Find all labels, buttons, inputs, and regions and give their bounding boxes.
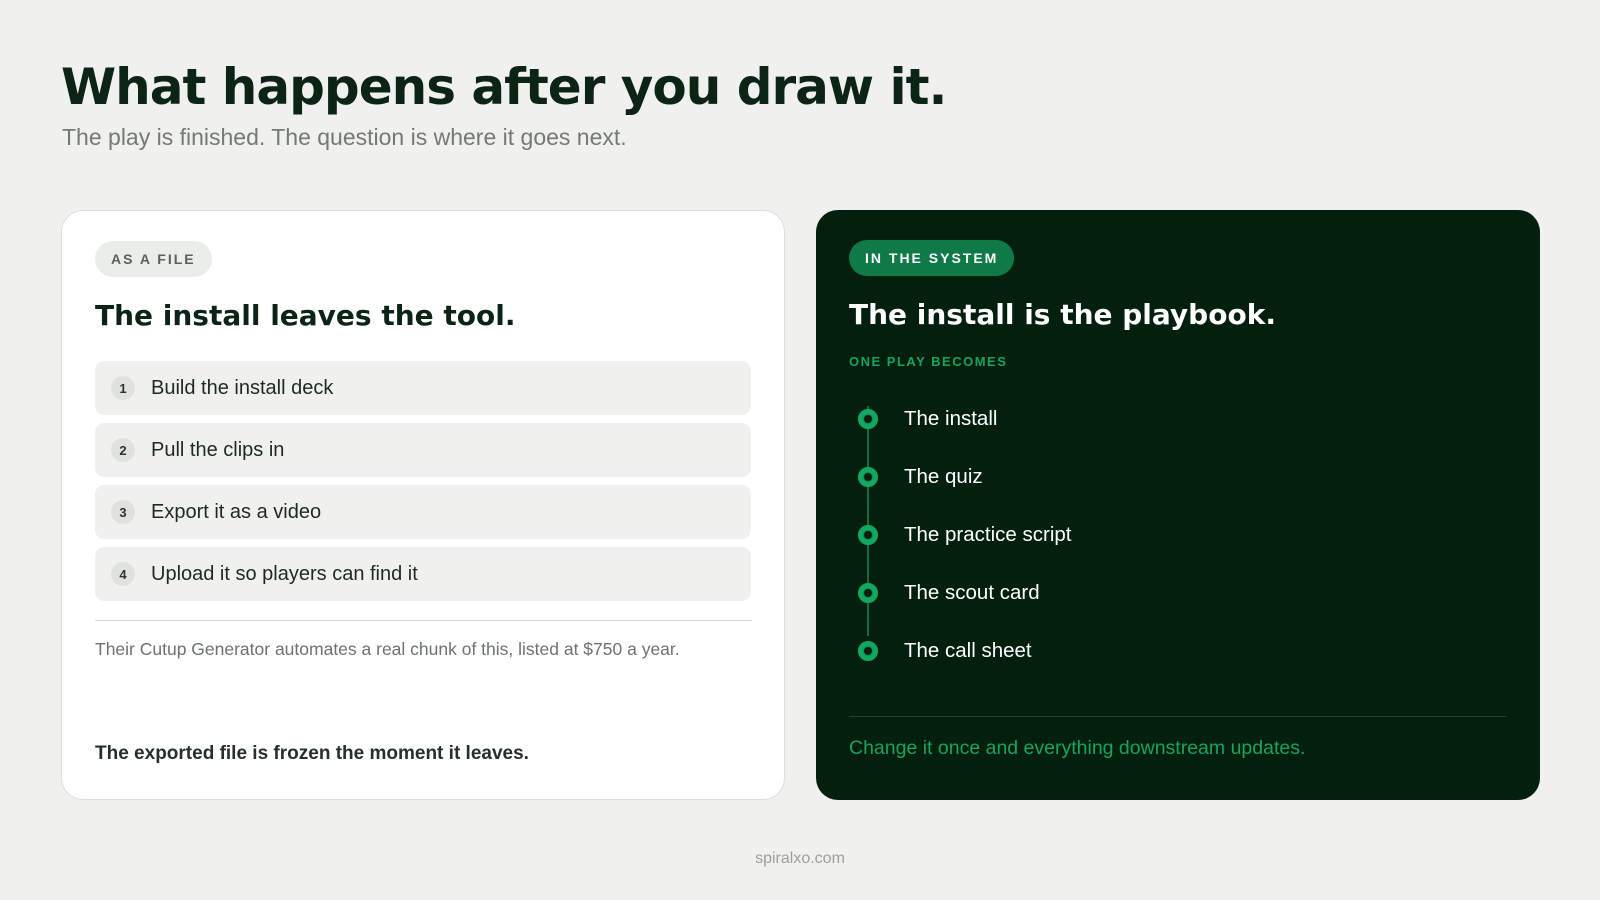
timeline-item	[856, 448, 1456, 506]
timeline-dot-icon	[858, 525, 878, 545]
timeline-label: The call sheet	[904, 639, 1032, 662]
timeline-label: The install	[904, 407, 998, 430]
divider	[849, 716, 1506, 717]
file-badge: AS A FILE	[95, 241, 212, 277]
timeline-item	[856, 622, 1456, 680]
timeline-item	[856, 506, 1456, 564]
step-label: Export it as a video	[151, 500, 322, 523]
file-note: Their Cutup Generator automates a real chunk of this, listed at $750 a year.	[95, 639, 680, 659]
timeline-dot-icon	[858, 409, 878, 429]
step-number: 2	[111, 438, 135, 462]
divider	[95, 620, 752, 621]
step-item	[95, 547, 751, 601]
system-card	[816, 210, 1540, 800]
timeline-label: The quiz	[904, 465, 983, 488]
step-label: Upload it so players can find it	[151, 562, 418, 585]
system-badge: IN THE SYSTEM	[849, 240, 1014, 276]
step-number: 4	[111, 562, 135, 586]
timeline-label: The practice script	[904, 523, 1072, 546]
site-footer: spiralxo.com	[755, 850, 845, 867]
file-card	[61, 210, 785, 800]
step-item	[95, 361, 751, 415]
system-card-heading: The install is the playbook.	[849, 298, 1276, 331]
file-card-heading: The install leaves the tool.	[95, 299, 516, 332]
timeline-dot-icon	[858, 467, 878, 487]
system-card-footer: Change it once and everything downstream updates.	[849, 737, 1306, 759]
step-item	[95, 485, 751, 539]
page-title: What happens after you draw it.	[61, 58, 947, 116]
file-card-footer: The exported file is frozen the moment it leaves.	[95, 743, 529, 764]
timeline-label: The scout card	[904, 581, 1040, 604]
timeline-dot-icon	[858, 641, 878, 661]
step-label: Build the install deck	[151, 376, 334, 399]
page-subtitle: The play is finished. The question is where it goes next.	[62, 124, 627, 150]
step-list	[95, 361, 751, 609]
step-item	[95, 423, 751, 477]
timeline-dot-icon	[858, 583, 878, 603]
timeline	[856, 390, 1456, 680]
timeline-item	[856, 564, 1456, 622]
timeline-item	[856, 390, 1456, 448]
step-number: 1	[111, 376, 135, 400]
step-label: Pull the clips in	[151, 438, 285, 461]
section-label: ONE PLAY BECOMES	[849, 354, 1008, 369]
step-number: 3	[111, 500, 135, 524]
